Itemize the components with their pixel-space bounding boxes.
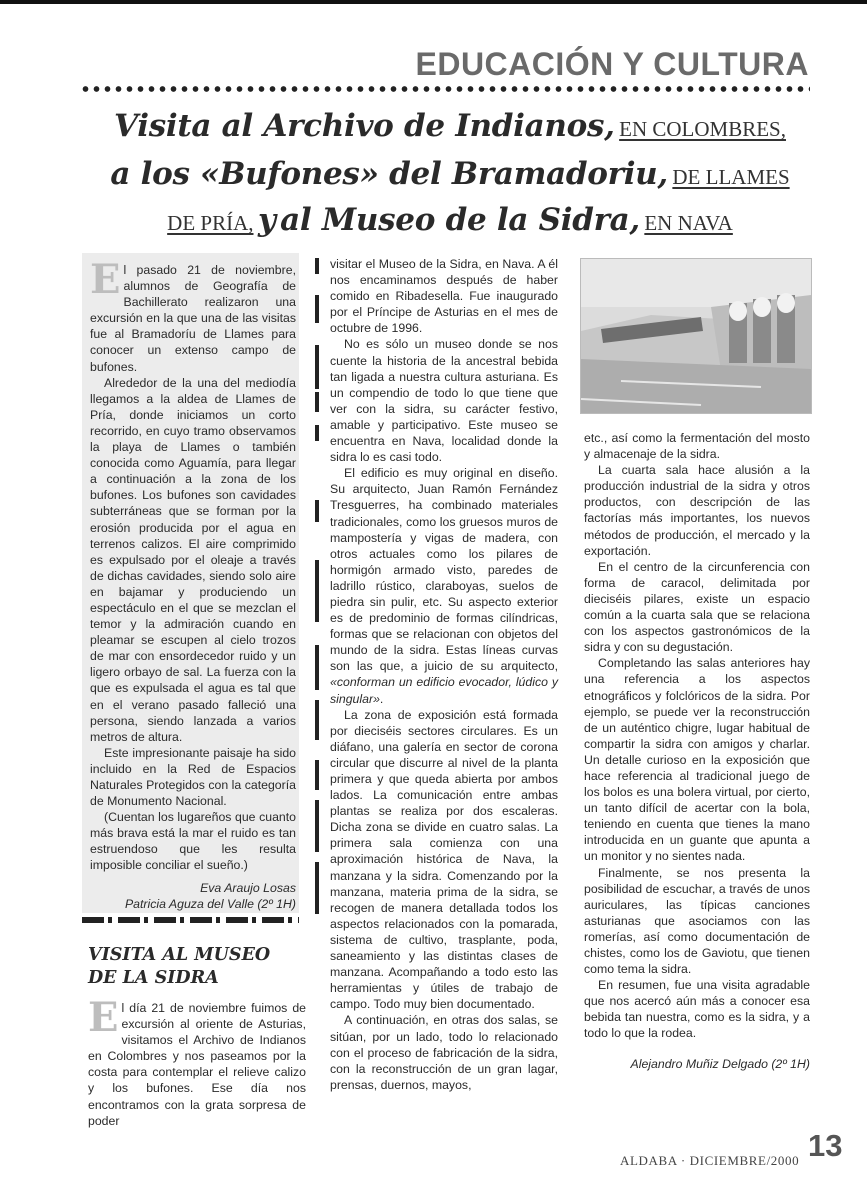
dashed-divider <box>82 917 299 923</box>
column-rule <box>315 295 319 323</box>
article-paragraph: (Cuentan los lugareños que cuanto más brava está la mar el ruido es tan estruendoso que les resulta imposible conciliar el sueño.) <box>90 810 296 873</box>
page-number: 13 <box>808 1128 843 1163</box>
museum-building-photo <box>580 258 812 414</box>
headline-part: y <box>257 202 276 238</box>
column-rule <box>315 800 319 852</box>
article-paragraph: El edificio es muy original en diseño. Su arquitecto, Juan Ramón Fernández Tresguerres, ha combinado materiales tradicionales, como los gruesos muros de mampostería y vigas de madera, con otros actuales como los pilares de hormigón armado visto, paredes de ladrillo rústico, claraboyas, suelos de piedra sin pulir, etc. Su aspecto exterior es de predominio de formas cilíndricas, formas que se relacionan con objetos del mundo de la sidra. Estas líneas curvas son las que, a juicio de su arquitecto, «conforman un edificio evocador, lúdico y singular». <box>330 466 558 706</box>
column-rule <box>315 425 319 441</box>
drop-cap: E <box>90 256 121 303</box>
dotted-divider <box>80 84 810 94</box>
article-paragraph: En el centro de la circunferencia con forma de caracol, delimitada por dieciséis pilares, existe un espacio común a la cuarta sala que se relaciona con los aspectos gastronómicos de la sidra y con su degustación. <box>584 559 810 655</box>
museo-article-middle <box>330 256 558 1093</box>
headline-line-3 <box>70 202 830 238</box>
top-rule <box>0 0 867 4</box>
column-rule <box>315 760 319 790</box>
headline-part: Visita al Archivo de Indianos, <box>114 108 615 144</box>
bufones-article <box>90 256 296 912</box>
column-rule <box>315 645 319 690</box>
article-paragraph: El día 21 de noviembre fuimos de excursión al oriente de Asturias, visitamos el Archivo de Indianos en Colombres y nos paseamos por la costa para contemplar el relieve calizo y los bufones. Ese día nos encontramos con la grata sorpresa de poder <box>88 994 306 1128</box>
column-rule <box>315 560 319 622</box>
headline-line-1 <box>70 108 830 144</box>
article-paragraph: No es sólo un museo donde se nos cuente la historia de la ancestral bebida tan ligada a nuestra cultura asturiana. Es un compendio de todo lo que tiene que ver con la sidra, su carácter festivo, amable y participativo. Este museo se encuentra en Nava, localidad donde la sidra lo es casi todo. <box>330 337 558 465</box>
column-rule <box>315 700 319 740</box>
article-paragraph: Completando las salas anteriores hay una referencia a los aspectos etnográficos y folclóricos de la sidra. Por ejemplo, se puede ver la reconstrucción de un auténtico chigre, lugar habitual de compartir la sidra con amigos y charlar. Un detalle curioso en la exposición que hace referencia al tradicional juego de los bolos es una bolera virtual, por cierto, un tanto difícil de acertar con la bola, teniendo en cuenta que tienes la mano introducida en un guante que apunta a un monitor y no sientes nada. <box>584 656 810 864</box>
subheading: VISITA AL MUSEO DE LA SIDRA <box>88 945 271 988</box>
column-rule <box>315 862 319 914</box>
headline-place: EN COLOMBRES, <box>619 117 786 141</box>
museo-article-end <box>584 430 810 1072</box>
headline-place: EN NAVA <box>644 211 733 235</box>
article-paragraph: visitar el Museo de la Sidra, en Nava. A él nos encaminamos después de haber comido en Ribadesella. Fue inaugurado por el Príncipe de Asturias en el mes de octubre de 1996. <box>330 257 558 336</box>
museo-article-start <box>88 994 306 1129</box>
column-rule <box>315 500 319 522</box>
article-paragraph: La zona de exposición está formada por dieciséis sectores circulares. Es un diáfano, una galería en sector de corona circular que discurre al nivel de la planta primera y que queda abierta por ambos lados. La comunicación entre ambas plantas se realiza por dos escaleras. Dicha zona se divide en cuatro salas. La primera sala comienza con una aproximación histórica de Nava, la manzana y la sidra. Comenzando por la manzana, materia prima de la sidra, se recogen de manera detallada todos los aspectos relacionados con la pomarada, sistema de cultivo, trasplante, poda, saneamiento y las distintas clases de manzana. Acompañando a todo esto las herramientas y útiles de trabajo de campo. Todo muy bien documentado. <box>330 707 558 1012</box>
column-rule <box>315 392 319 412</box>
article-paragraph: Finalmente, se nos presenta la posibilidad de escuchar, a través de unos auriculares, las típicas canciones asturianas que asociamos con las romerías, así como documentación de chistes, como los de Gaviotu, que tienen como tema la sidra. <box>584 865 810 977</box>
article-paragraph: En resumen, fue una visita agradable que nos acercó aún más a conocer esa bebida tan nuestra, como es la sidra, y a todo lo que la rodea. <box>584 978 810 1041</box>
column-rule <box>315 345 319 389</box>
footer-publication: ALDABA · DICIEMBRE/2000 <box>620 1153 800 1168</box>
headline-place: DE PRÍA, <box>167 211 254 235</box>
headline-part: al Museo de la Sidra, <box>280 202 640 238</box>
article-paragraph: La cuarta sala hace alusión a la producción industrial de la sidra y otros productos, con descripción de las factorías más importantes, los nuevos métodos de producción, el mercado y la exportación. <box>584 463 810 558</box>
headline-line-2 <box>70 156 830 192</box>
headline-part: a los «Bufones» del Bramadoriu, <box>110 156 668 192</box>
headline-place: DE LLAMES <box>672 165 790 189</box>
section-header: EDUCACIÓN Y CULTURA <box>415 46 809 82</box>
article-paragraph: El pasado 21 de noviembre, alumnos de Geografía de Bachillerato realizaron una excursión en la que una de las visitas fue al Bramadoríu de Llames para conocer un extenso campo de bufones. <box>90 256 296 374</box>
article-paragraph: A continuación, en otras dos salas, se sitúan, por un lado, todo lo relacionado con el proceso de fabricación de la sidra, con la reconstrucción de un gran lagar, prensas, duernos, mayos, <box>330 1013 558 1092</box>
author-signature: Eva Araujo Losas Patricia Aguza del Valle (2º 1H) <box>124 880 296 911</box>
article-paragraph: Alrededor de la una del mediodía llegamos a la aldea de Llames de Pría, donde iniciamos un corto recorrido, en cuyo tramo observamos la playa de Llames o también conocida como Aguamía, para llegar a continuación a la zona de los bufones. Los bufones son cavidades subterráneas que se forman por la erosión producida por el agua en terrenos calizos. El aire comprimido es expulsado por el oleaje a través de dichas cavidades, siendo solo aire en bajamar y produciendo un espectáculo en el que se mezclan el temor y la admiración cuando en pleamar se escupen al cielo trozos de mar con ensordecedor ruido y un ligero orbayo de sal. La fuerza con la que es expulsada el agua es tal que en el verano pasado falleció una persona, siendo lanzada a varios metros de altura. <box>90 375 296 744</box>
column-rule <box>315 258 319 274</box>
author-signature: Alejandro Muñiz Delgado (2º 1H) <box>630 1056 810 1071</box>
article-paragraph: etc., así como la fermentación del mosto y almacenaje de la sidra. <box>584 431 810 462</box>
museum-photo-illustration <box>581 259 811 413</box>
drop-cap: E <box>88 994 119 1041</box>
article-paragraph: Este impresionante paisaje ha sido incluido en la Red de Espacios Naturales Protegidos con la categoría de Monumento Nacional. <box>90 745 296 809</box>
